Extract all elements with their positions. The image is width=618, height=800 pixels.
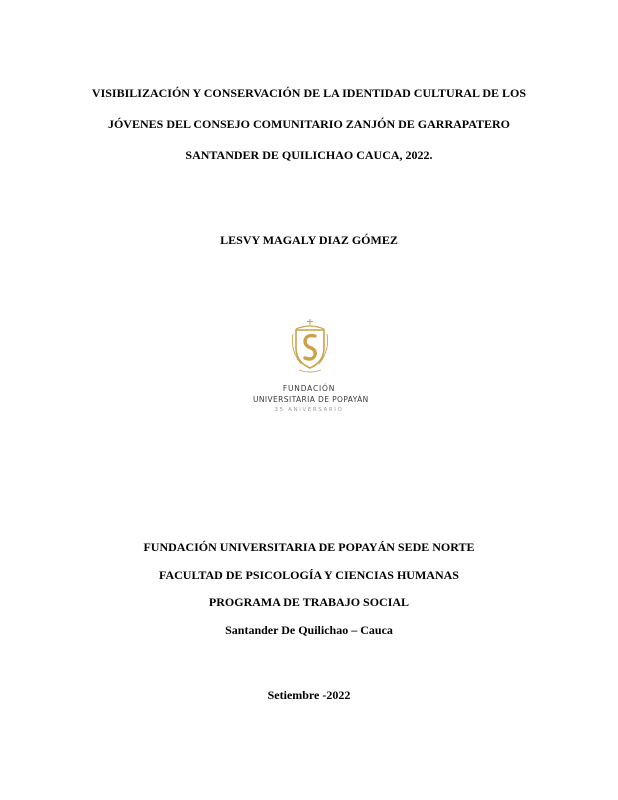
date: Setiembre -2022 <box>267 688 351 702</box>
title-line-1: VISIBILIZACIÓN Y CONSERVACIÓN DE LA IDENTIDAD CULTURAL DE LOS <box>91 86 527 100</box>
faculty-name: FACULTAD DE PSICOLOGÍA Y CIENCIAS HUMANAS <box>159 568 459 582</box>
location: Santander De Quilichao – Cauca <box>225 623 393 637</box>
university-logo <box>253 318 369 424</box>
university-crest-icon <box>289 318 331 374</box>
title-line-2: JÓVENES DEL CONSEJO COMUNITARIO ZANJÓN DE GARRAPATERO <box>107 117 511 131</box>
title-line-3: SANTANDER DE QUILICHAO CAUCA, 2022. <box>185 148 433 162</box>
institution-name: FUNDACIÓN UNIVERSITARIA DE POPAYÁN SEDE NORTE <box>143 540 475 554</box>
logo-text-fundacion: FUNDACIÓN <box>282 384 336 393</box>
program-name: PROGRAMA DE TRABAJO SOCIAL <box>208 595 410 609</box>
logo-text-university: UNIVERSITARIA DE POPAYÁN <box>253 395 369 404</box>
logo-text-anniversary: 35 ANIVERSARIO <box>274 407 344 413</box>
author-name: LESVY MAGALY DIAZ GÓMEZ <box>220 233 398 247</box>
